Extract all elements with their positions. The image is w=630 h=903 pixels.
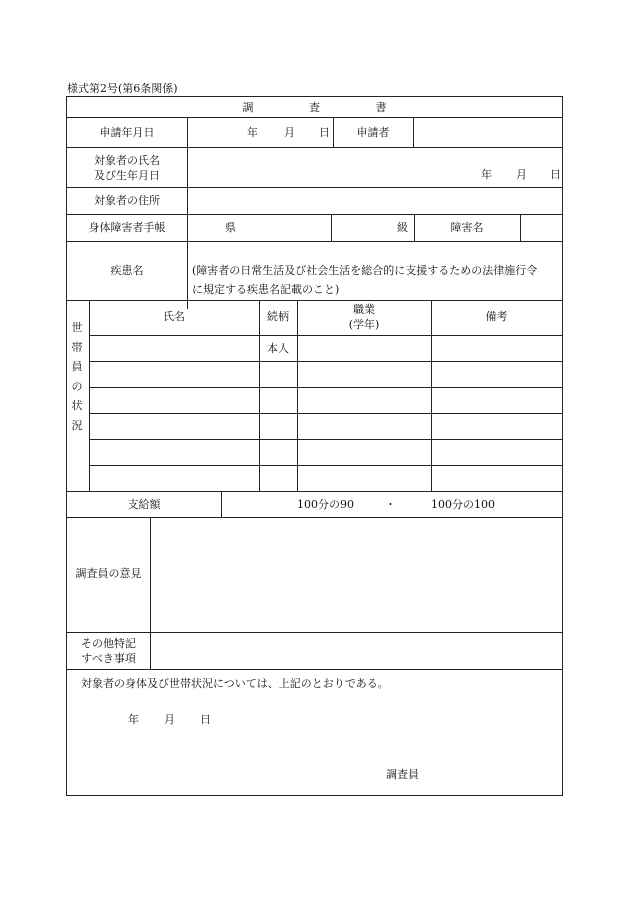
- rule: [67, 491, 562, 492]
- rule: [89, 439, 562, 440]
- rule: [431, 300, 432, 491]
- rule: [89, 300, 90, 491]
- rule: [221, 491, 222, 517]
- birth-month[interactable]: 月: [516, 168, 527, 181]
- household-header-remarks: 備考: [485, 310, 508, 323]
- rule: [67, 669, 562, 670]
- payment-separator: ・: [385, 498, 396, 511]
- rule: [89, 413, 562, 414]
- application-date-day[interactable]: 日: [319, 126, 330, 139]
- survey-form: [66, 96, 563, 796]
- rule: [67, 147, 562, 148]
- handbook-grade[interactable]: 級: [397, 221, 408, 234]
- rule: [187, 147, 188, 309]
- form-title: 調 査 書: [242, 101, 413, 114]
- rule: [89, 387, 562, 388]
- certification-statement: 対象者の身体及び世帯状況については、上記のとおりである。: [81, 677, 389, 690]
- certification-date-year[interactable]: 年: [128, 713, 139, 726]
- certification-date-month[interactable]: 月: [164, 713, 175, 726]
- form-number-label: 様式第2号(第6条関係): [67, 82, 178, 95]
- rule: [520, 214, 521, 241]
- investigator-opinion-label: 調査員の意見: [75, 567, 142, 580]
- payment-option-90[interactable]: 100分の90: [297, 498, 354, 511]
- other-notes-label: その他特記 すべき事項: [81, 637, 136, 665]
- rule: [150, 517, 151, 669]
- rule: [89, 361, 562, 362]
- household-row-1-relation[interactable]: 本人: [267, 342, 289, 355]
- rule: [89, 465, 562, 466]
- birth-year[interactable]: 年: [481, 168, 492, 181]
- application-date-year[interactable]: 年: [247, 126, 258, 139]
- rule: [67, 300, 562, 301]
- certification-date-day[interactable]: 日: [200, 713, 211, 726]
- rule: [67, 187, 562, 188]
- payment-label: 支給額: [127, 498, 161, 511]
- subject-name-birth-label: 対象者の氏名 及び生年月日: [94, 154, 160, 182]
- rule: [187, 117, 188, 147]
- rule: [67, 517, 562, 518]
- household-header-name: 氏名: [163, 310, 185, 323]
- disability-name-label: 障害名: [450, 221, 484, 234]
- rule: [67, 117, 562, 118]
- subject-address-label: 対象者の住所: [94, 194, 160, 207]
- rule: [259, 300, 260, 491]
- application-date-label: 申請年月日: [99, 126, 155, 139]
- rule: [331, 214, 332, 241]
- rule: [67, 632, 562, 633]
- household-header-relation: 続柄: [267, 310, 289, 323]
- disease-label: 疾患名: [110, 264, 144, 277]
- payment-option-100[interactable]: 100分の100: [431, 498, 495, 511]
- investigator-label: 調査員: [386, 768, 419, 781]
- disease-note-line-2: に規定する疾患名記載のこと): [192, 283, 340, 296]
- disease-note-line-1: (障害者の日常生活及び社会生活を総合的に支援するための法律施行令: [192, 264, 538, 277]
- rule: [89, 335, 562, 336]
- handbook-label: 身体障害者手帳: [88, 221, 166, 234]
- rule: [67, 241, 562, 242]
- rule: [413, 117, 414, 147]
- handbook-prefecture[interactable]: 県: [225, 221, 236, 234]
- household-header-occupation: 職業 (学年): [348, 303, 380, 331]
- rule: [67, 214, 562, 215]
- household-side-label: 世 帯 員 の 状 況: [71, 321, 83, 432]
- birth-day[interactable]: 日: [550, 168, 561, 181]
- applicant-label: 申請者: [356, 126, 390, 139]
- application-date-month[interactable]: 月: [284, 126, 295, 139]
